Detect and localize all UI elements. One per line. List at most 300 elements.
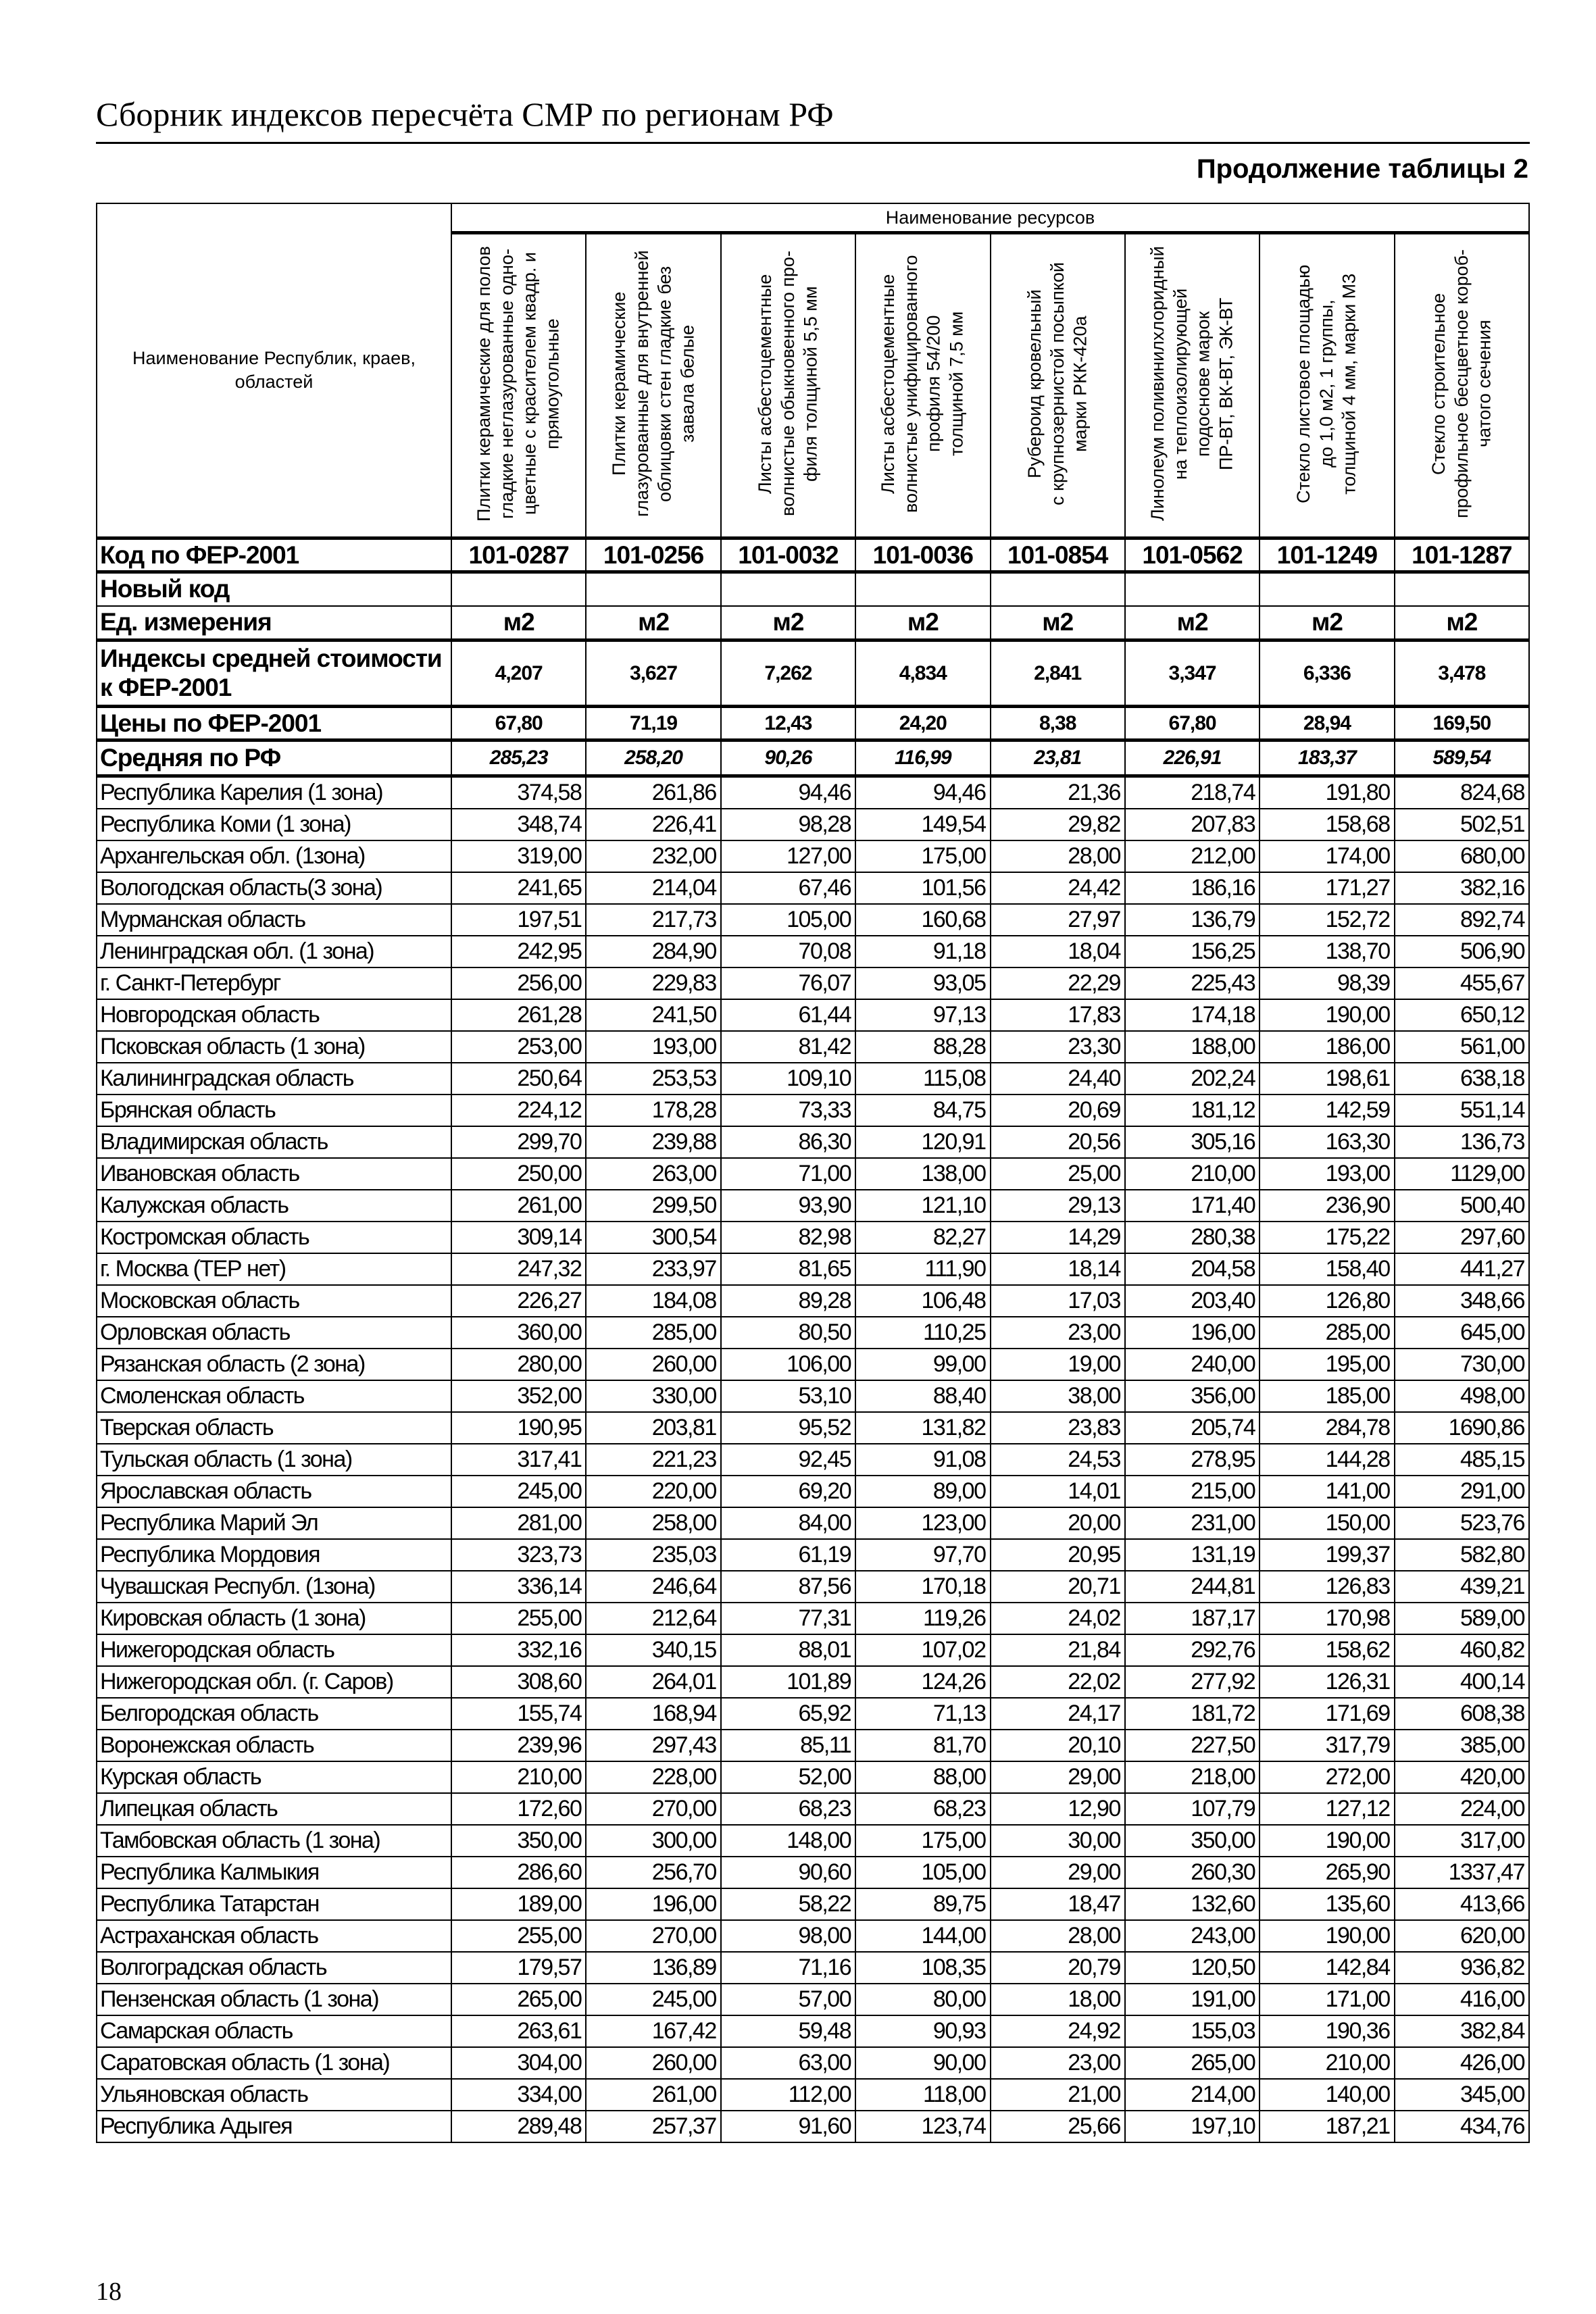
cell-value: 280,38 bbox=[1125, 1222, 1260, 1253]
cell-value: 561,00 bbox=[1395, 1031, 1529, 1063]
cell-value: 8,38 bbox=[991, 707, 1125, 740]
cell-value: 81,70 bbox=[855, 1730, 990, 1761]
resource-name-line: Плитки керамические bbox=[608, 291, 629, 476]
cell-value: 170,18 bbox=[855, 1571, 990, 1603]
cell-value: 197,10 bbox=[1125, 2111, 1260, 2142]
cell-value: 188,00 bbox=[1125, 1031, 1260, 1063]
table-row bbox=[97, 872, 1529, 904]
table-row bbox=[97, 999, 1529, 1031]
cell-value: 61,44 bbox=[721, 999, 855, 1031]
cell-value: 247,32 bbox=[451, 1253, 586, 1285]
region-name: Рязанская область (2 зона) bbox=[97, 1349, 451, 1380]
cell-value: 244,81 bbox=[1125, 1571, 1260, 1603]
region-name: Костромская область bbox=[97, 1222, 451, 1253]
cell-value: 434,76 bbox=[1395, 2111, 1529, 2142]
cell-value: 551,14 bbox=[1395, 1095, 1529, 1126]
cell-value: 680,00 bbox=[1395, 840, 1529, 872]
table-row bbox=[97, 1031, 1529, 1063]
cell-value: 110,25 bbox=[855, 1317, 990, 1349]
region-name: Новгородская область bbox=[97, 999, 451, 1031]
region-name: Калужская область bbox=[97, 1190, 451, 1222]
cell-value: 19,00 bbox=[991, 1349, 1125, 1380]
table-row bbox=[97, 1285, 1529, 1317]
cell-value: 270,00 bbox=[586, 1920, 720, 1952]
cell-value: 203,40 bbox=[1125, 1285, 1260, 1317]
cell-value: 63,00 bbox=[721, 2047, 855, 2079]
cell-value: 183,37 bbox=[1260, 740, 1394, 776]
cell-value: 53,10 bbox=[721, 1380, 855, 1412]
table-row bbox=[97, 1190, 1529, 1222]
table-row bbox=[97, 1793, 1529, 1825]
cell-value: 68,23 bbox=[855, 1793, 990, 1825]
cell-value: 88,28 bbox=[855, 1031, 990, 1063]
cell-value: 115,08 bbox=[855, 1063, 990, 1095]
cell-value: 20,95 bbox=[991, 1539, 1125, 1571]
table-row bbox=[97, 1222, 1529, 1253]
cell-value: 178,28 bbox=[586, 1095, 720, 1126]
cell-value: 638,18 bbox=[1395, 1063, 1529, 1095]
cell-value: 111,90 bbox=[855, 1253, 990, 1285]
cell-value: 126,83 bbox=[1260, 1571, 1394, 1603]
region-name: Московская область bbox=[97, 1285, 451, 1317]
cell-value: 171,69 bbox=[1260, 1698, 1394, 1730]
cell-value: 179,57 bbox=[451, 1952, 586, 1984]
cell-value: м2 bbox=[855, 606, 990, 640]
table-continuation-label: Продолжение таблицы 2 bbox=[1196, 154, 1528, 184]
cell-value: 120,50 bbox=[1125, 1952, 1260, 1984]
resource-name-line: Плитки керамические для полов bbox=[474, 246, 495, 522]
cell-value: 101-0854 bbox=[991, 538, 1125, 572]
cell-value: 193,00 bbox=[586, 1031, 720, 1063]
resource-name bbox=[608, 238, 699, 529]
cell-value: 260,00 bbox=[586, 2047, 720, 2079]
resource-name-line: волнистые обыкновенного про- bbox=[777, 251, 798, 517]
cell-value: 506,90 bbox=[1395, 936, 1529, 967]
cell-value: 204,58 bbox=[1125, 1253, 1260, 1285]
cell-value: 2,841 bbox=[991, 640, 1125, 707]
cell-value: 297,43 bbox=[586, 1730, 720, 1761]
cell-value: 246,64 bbox=[586, 1571, 720, 1603]
resource-column-header bbox=[855, 233, 990, 538]
cell-value: 498,00 bbox=[1395, 1380, 1529, 1412]
unit-row bbox=[97, 606, 1529, 640]
resource-name-line: завала белые bbox=[676, 324, 697, 443]
cell-value: 264,01 bbox=[586, 1666, 720, 1698]
cell-value: 202,24 bbox=[1125, 1063, 1260, 1095]
table-row bbox=[97, 2015, 1529, 2047]
table-row bbox=[97, 1698, 1529, 1730]
cell-value: 23,00 bbox=[991, 1317, 1125, 1349]
cell-value: 190,36 bbox=[1260, 2015, 1394, 2047]
cell-value: 3,478 bbox=[1395, 640, 1529, 707]
cell-value: 217,73 bbox=[586, 904, 720, 936]
table-row bbox=[97, 1888, 1529, 1920]
cell-value: 27,97 bbox=[991, 904, 1125, 936]
region-name: Ленинградская обл. (1 зона) bbox=[97, 936, 451, 967]
cell-value: 20,00 bbox=[991, 1507, 1125, 1539]
cell-value: 730,00 bbox=[1395, 1349, 1529, 1380]
cell-value: 207,83 bbox=[1125, 809, 1260, 840]
cell-value: 253,53 bbox=[586, 1063, 720, 1095]
row-label: Код по ФЕР-2001 bbox=[97, 538, 451, 572]
cell-value: 80,50 bbox=[721, 1317, 855, 1349]
resource-name-line: с крупнозернистой посыпкой bbox=[1047, 262, 1068, 505]
cell-value: 20,56 bbox=[991, 1126, 1125, 1158]
cell-value: 4,207 bbox=[451, 640, 586, 707]
cell-value: 270,00 bbox=[586, 1793, 720, 1825]
cell-value: 171,27 bbox=[1260, 872, 1394, 904]
table-row bbox=[97, 1761, 1529, 1793]
cell-value: 14,29 bbox=[991, 1222, 1125, 1253]
cell-value: 232,00 bbox=[586, 840, 720, 872]
resource-name-line: подоснове марок bbox=[1193, 311, 1214, 457]
table-row bbox=[97, 1095, 1529, 1126]
region-name: Тульская область (1 зона) bbox=[97, 1444, 451, 1476]
page-number: 18 bbox=[96, 2278, 122, 2306]
cell-value: 196,00 bbox=[586, 1888, 720, 1920]
cell-value: 184,08 bbox=[586, 1285, 720, 1317]
cell-value: 3,347 bbox=[1125, 640, 1260, 707]
cell-value: 214,00 bbox=[1125, 2079, 1260, 2111]
cell-value: 24,92 bbox=[991, 2015, 1125, 2047]
cell-value: 91,08 bbox=[855, 1444, 990, 1476]
resource-name-line: Листы асбестоцементные bbox=[754, 274, 775, 494]
cell-value: 181,12 bbox=[1125, 1095, 1260, 1126]
rf-average-row bbox=[97, 740, 1529, 776]
resource-column-header bbox=[586, 233, 720, 538]
cell-value: 278,95 bbox=[1125, 1444, 1260, 1476]
cell-value: 23,81 bbox=[991, 740, 1125, 776]
cell-value: 67,80 bbox=[451, 707, 586, 740]
new-code-row bbox=[97, 572, 1529, 606]
cell-value: 285,00 bbox=[586, 1317, 720, 1349]
cell-value: 101,56 bbox=[855, 872, 990, 904]
region-name: Пензенская область (1 зона) bbox=[97, 1984, 451, 2015]
cell-value: 350,00 bbox=[451, 1825, 586, 1857]
cell-value: 94,46 bbox=[855, 776, 990, 809]
fer-price-row bbox=[97, 707, 1529, 740]
cell-value: 167,42 bbox=[586, 2015, 720, 2047]
title-divider bbox=[96, 142, 1530, 144]
region-name: Ульяновская область bbox=[97, 2079, 451, 2111]
document-title: Сборник индексов пересчёта СМР по регионам РФ bbox=[96, 95, 834, 133]
cell-value: 382,84 bbox=[1395, 2015, 1529, 2047]
cell-value: 265,00 bbox=[1125, 2047, 1260, 2079]
cell-value: 190,95 bbox=[451, 1412, 586, 1444]
cell-value bbox=[586, 572, 720, 606]
cell-value: 330,00 bbox=[586, 1380, 720, 1412]
cell-value: 158,40 bbox=[1260, 1253, 1394, 1285]
cell-value: 190,00 bbox=[1260, 1920, 1394, 1952]
cell-value: 149,54 bbox=[855, 809, 990, 840]
cell-value: 155,74 bbox=[451, 1698, 586, 1730]
cell-value: 107,79 bbox=[1125, 1793, 1260, 1825]
cell-value: 22,29 bbox=[991, 967, 1125, 999]
cell-value: 123,00 bbox=[855, 1507, 990, 1539]
cell-value: 350,00 bbox=[1125, 1825, 1260, 1857]
cell-value: 155,03 bbox=[1125, 2015, 1260, 2047]
resource-name-line: толщиной 7,5 мм bbox=[946, 311, 967, 457]
cell-value: 101-1249 bbox=[1260, 538, 1394, 572]
region-name: Липецкая область bbox=[97, 1793, 451, 1825]
cell-value: 589,00 bbox=[1395, 1603, 1529, 1634]
cell-value: 84,00 bbox=[721, 1507, 855, 1539]
cell-value: 69,20 bbox=[721, 1476, 855, 1507]
cell-value: 90,00 bbox=[855, 2047, 990, 2079]
cell-value: 18,00 bbox=[991, 1984, 1125, 2015]
cell-value: 299,50 bbox=[586, 1190, 720, 1222]
table-row bbox=[97, 904, 1529, 936]
table-row bbox=[97, 2111, 1529, 2142]
region-name: Республика Марий Эл bbox=[97, 1507, 451, 1539]
cell-value: 18,04 bbox=[991, 936, 1125, 967]
cell-value: 281,00 bbox=[451, 1507, 586, 1539]
cell-value: 218,74 bbox=[1125, 776, 1260, 809]
region-name: Брянская область bbox=[97, 1095, 451, 1126]
cell-value: 101-1287 bbox=[1395, 538, 1529, 572]
region-name: Саратовская область (1 зона) bbox=[97, 2047, 451, 2079]
cell-value: 97,70 bbox=[855, 1539, 990, 1571]
cell-value: 348,74 bbox=[451, 809, 586, 840]
cell-value: 20,69 bbox=[991, 1095, 1125, 1126]
cell-value: 107,02 bbox=[855, 1634, 990, 1666]
cell-value: 121,10 bbox=[855, 1190, 990, 1222]
cell-value: 89,00 bbox=[855, 1476, 990, 1507]
cell-value: 190,00 bbox=[1260, 999, 1394, 1031]
region-name: Белгородская область bbox=[97, 1698, 451, 1730]
cell-value: 317,79 bbox=[1260, 1730, 1394, 1761]
cell-value: 87,56 bbox=[721, 1571, 855, 1603]
cell-value: 57,00 bbox=[721, 1984, 855, 2015]
cell-value: м2 bbox=[721, 606, 855, 640]
table-row bbox=[97, 1857, 1529, 1888]
cell-value: 28,00 bbox=[991, 1920, 1125, 1952]
cell-value: 70,08 bbox=[721, 936, 855, 967]
cell-value: 263,61 bbox=[451, 2015, 586, 2047]
cell-value: 243,00 bbox=[1125, 1920, 1260, 1952]
cell-value: 385,00 bbox=[1395, 1730, 1529, 1761]
resource-name-line: до 1,0 м2, 1 группы, bbox=[1316, 299, 1337, 468]
cell-value: 124,26 bbox=[855, 1666, 990, 1698]
cell-value: 24,02 bbox=[991, 1603, 1125, 1634]
cell-value: 892,74 bbox=[1395, 904, 1529, 936]
cell-value: 382,16 bbox=[1395, 872, 1529, 904]
region-name: Орловская область bbox=[97, 1317, 451, 1349]
cell-value: 120,91 bbox=[855, 1126, 990, 1158]
cell-value: 24,53 bbox=[991, 1444, 1125, 1476]
cell-value: 174,00 bbox=[1260, 840, 1394, 872]
cell-value: 88,01 bbox=[721, 1634, 855, 1666]
cell-value: 226,27 bbox=[451, 1285, 586, 1317]
table-row bbox=[97, 1825, 1529, 1857]
region-name: Нижегородская область bbox=[97, 1634, 451, 1666]
cell-value: 175,00 bbox=[855, 840, 990, 872]
cell-value: 455,67 bbox=[1395, 967, 1529, 999]
cell-value: 226,91 bbox=[1125, 740, 1260, 776]
cell-value: 18,47 bbox=[991, 1888, 1125, 1920]
cell-value: 191,00 bbox=[1125, 1984, 1260, 2015]
cell-value: 163,30 bbox=[1260, 1126, 1394, 1158]
cell-value: 131,19 bbox=[1125, 1539, 1260, 1571]
cell-value: 29,82 bbox=[991, 809, 1125, 840]
region-name: Ивановская область bbox=[97, 1158, 451, 1190]
region-name: Республика Мордовия bbox=[97, 1539, 451, 1571]
cell-value: 240,00 bbox=[1125, 1349, 1260, 1380]
cell-value: 98,00 bbox=[721, 1920, 855, 1952]
cell-value: 135,60 bbox=[1260, 1888, 1394, 1920]
resource-name bbox=[1147, 238, 1238, 529]
cell-value: 93,90 bbox=[721, 1190, 855, 1222]
cell-value: 141,00 bbox=[1260, 1476, 1394, 1507]
table-row bbox=[97, 1476, 1529, 1507]
resource-name-line: ПР-ВТ, ВК-ВТ, ЭК-ВТ bbox=[1216, 297, 1237, 470]
cell-value: 523,76 bbox=[1395, 1507, 1529, 1539]
cost-index-row bbox=[97, 640, 1529, 707]
cell-value: 233,97 bbox=[586, 1253, 720, 1285]
cell-value: 105,00 bbox=[855, 1857, 990, 1888]
resource-name-line: марки РКК-420а bbox=[1070, 316, 1091, 452]
cell-value: 23,00 bbox=[991, 2047, 1125, 2079]
table-header-row bbox=[97, 203, 1529, 233]
cell-value: 255,00 bbox=[451, 1920, 586, 1952]
cell-value: 500,40 bbox=[1395, 1190, 1529, 1222]
table-row bbox=[97, 809, 1529, 840]
cell-value: 235,03 bbox=[586, 1539, 720, 1571]
region-name: Чувашская Республ. (1зона) bbox=[97, 1571, 451, 1603]
table-row bbox=[97, 2079, 1529, 2111]
cell-value: 220,00 bbox=[586, 1476, 720, 1507]
cell-value: 239,96 bbox=[451, 1730, 586, 1761]
row-label: Ед. измерения bbox=[97, 606, 451, 640]
cell-value bbox=[1260, 572, 1394, 606]
cell-value: 101-0287 bbox=[451, 538, 586, 572]
cell-value: 24,17 bbox=[991, 1698, 1125, 1730]
table-row bbox=[97, 1412, 1529, 1444]
cell-value: 86,30 bbox=[721, 1126, 855, 1158]
cell-value: 25,66 bbox=[991, 2111, 1125, 2142]
cell-value: 241,65 bbox=[451, 872, 586, 904]
cell-value: 332,16 bbox=[451, 1634, 586, 1666]
cell-value: 81,42 bbox=[721, 1031, 855, 1063]
resource-name-line: профиля 54/200 bbox=[923, 315, 944, 453]
cell-value: 144,00 bbox=[855, 1920, 990, 1952]
cell-value: 127,00 bbox=[721, 840, 855, 872]
cell-value: 127,12 bbox=[1260, 1793, 1394, 1825]
cell-value: 199,37 bbox=[1260, 1539, 1394, 1571]
cell-value: 582,80 bbox=[1395, 1539, 1529, 1571]
table-row bbox=[97, 967, 1529, 999]
cell-value: 187,17 bbox=[1125, 1603, 1260, 1634]
cell-value: 1129,00 bbox=[1395, 1158, 1529, 1190]
cell-value: 118,00 bbox=[855, 2079, 990, 2111]
cell-value: 136,89 bbox=[586, 1952, 720, 1984]
region-name: Вологодская область(3 зона) bbox=[97, 872, 451, 904]
cell-value: 589,54 bbox=[1395, 740, 1529, 776]
cell-value: 24,20 bbox=[855, 707, 990, 740]
cell-value: 38,00 bbox=[991, 1380, 1125, 1412]
cell-value: 1337,47 bbox=[1395, 1857, 1529, 1888]
cell-value: м2 bbox=[1260, 606, 1394, 640]
cell-value: 258,00 bbox=[586, 1507, 720, 1539]
cell-value: 89,28 bbox=[721, 1285, 855, 1317]
cell-value: 190,00 bbox=[1260, 1825, 1394, 1857]
cell-value: 255,00 bbox=[451, 1603, 586, 1634]
cell-value: 285,00 bbox=[1260, 1317, 1394, 1349]
resource-name bbox=[1293, 238, 1361, 529]
cell-value: 91,60 bbox=[721, 2111, 855, 2142]
region-name: Смоленская область bbox=[97, 1380, 451, 1412]
cell-value: 12,90 bbox=[991, 1793, 1125, 1825]
cell-value: 256,00 bbox=[451, 967, 586, 999]
cell-value: 317,00 bbox=[1395, 1825, 1529, 1857]
cell-value: 215,00 bbox=[1125, 1476, 1260, 1507]
resource-column-header bbox=[1260, 233, 1394, 538]
cell-value: 374,58 bbox=[451, 776, 586, 809]
cell-value: 22,02 bbox=[991, 1666, 1125, 1698]
cell-value: 485,15 bbox=[1395, 1444, 1529, 1476]
cell-value: 460,82 bbox=[1395, 1634, 1529, 1666]
cell-value: 12,43 bbox=[721, 707, 855, 740]
cell-value: 253,00 bbox=[451, 1031, 586, 1063]
cell-value: 94,46 bbox=[721, 776, 855, 809]
cell-value: 23,30 bbox=[991, 1031, 1125, 1063]
region-name: Курская область bbox=[97, 1761, 451, 1793]
cell-value: 158,62 bbox=[1260, 1634, 1394, 1666]
cell-value: 21,00 bbox=[991, 2079, 1125, 2111]
cell-value: 284,78 bbox=[1260, 1412, 1394, 1444]
cell-value: 441,27 bbox=[1395, 1253, 1529, 1285]
resource-column-header bbox=[1125, 233, 1260, 538]
cell-value: 345,00 bbox=[1395, 2079, 1529, 2111]
cell-value: 101,89 bbox=[721, 1666, 855, 1698]
cell-value: 261,86 bbox=[586, 776, 720, 809]
cell-value: 18,14 bbox=[991, 1253, 1125, 1285]
cell-value: 142,84 bbox=[1260, 1952, 1394, 1984]
resource-name bbox=[473, 238, 564, 529]
resource-name-line: гладкие неглазурованные одно- bbox=[496, 248, 517, 520]
cell-value: 171,40 bbox=[1125, 1190, 1260, 1222]
cell-value: м2 bbox=[1395, 606, 1529, 640]
table-row bbox=[97, 1952, 1529, 1984]
cell-value: 185,00 bbox=[1260, 1380, 1394, 1412]
cell-value: 277,92 bbox=[1125, 1666, 1260, 1698]
cell-value: 280,00 bbox=[451, 1349, 586, 1380]
resource-name-line: глазурованные для внутренней bbox=[631, 250, 652, 518]
table-row bbox=[97, 1666, 1529, 1698]
cell-value: 226,41 bbox=[586, 809, 720, 840]
cell-value: 175,22 bbox=[1260, 1222, 1394, 1253]
cell-value: 101-0562 bbox=[1125, 538, 1260, 572]
cell-value: 284,90 bbox=[586, 936, 720, 967]
cell-value: 136,79 bbox=[1125, 904, 1260, 936]
cell-value bbox=[721, 572, 855, 606]
region-name: Архангельская обл. (1зона) bbox=[97, 840, 451, 872]
resource-name-line: Листы асбестоцементные bbox=[878, 274, 899, 494]
cell-value: 218,00 bbox=[1125, 1761, 1260, 1793]
table-row bbox=[97, 1158, 1529, 1190]
cell-value: 260,00 bbox=[586, 1349, 720, 1380]
cell-value: 95,52 bbox=[721, 1412, 855, 1444]
cell-value: 198,61 bbox=[1260, 1063, 1394, 1095]
cell-value: 82,98 bbox=[721, 1222, 855, 1253]
cell-value: 59,48 bbox=[721, 2015, 855, 2047]
resource-column-header bbox=[721, 233, 855, 538]
cell-value: 142,59 bbox=[1260, 1095, 1394, 1126]
cell-value: 300,54 bbox=[586, 1222, 720, 1253]
cell-value: 3,627 bbox=[586, 640, 720, 707]
cell-value: 261,28 bbox=[451, 999, 586, 1031]
cell-value: 317,41 bbox=[451, 1444, 586, 1476]
